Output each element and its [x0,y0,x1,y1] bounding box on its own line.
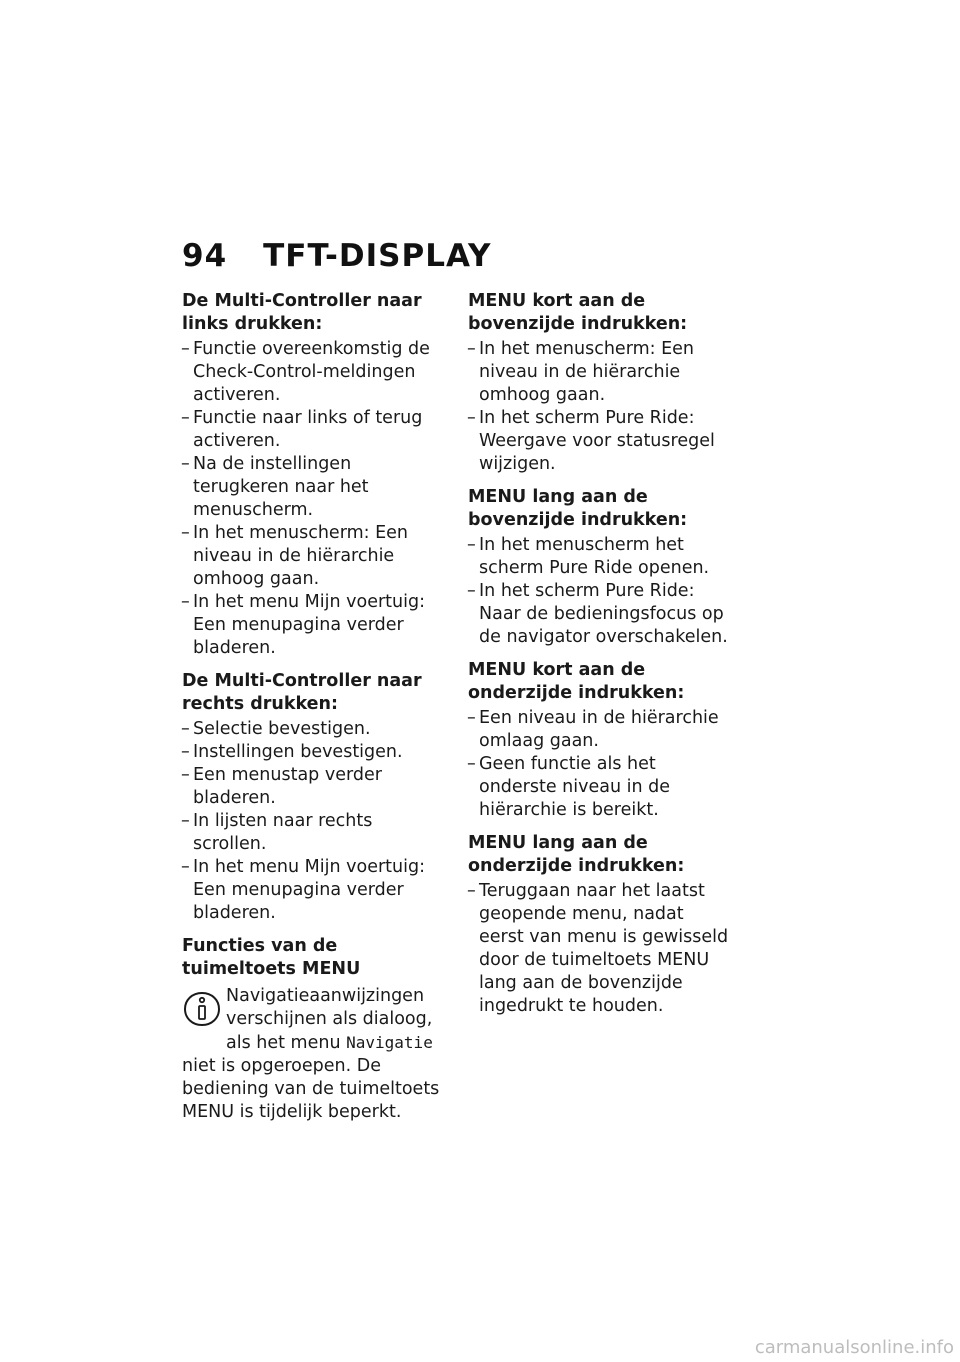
list-item [182,591,444,660]
section-menu-short-bottom [468,659,730,822]
section-title: MENU kort aan de onderzijde indrukken: [468,660,685,703]
list-item-text: – In het menu Mijn voertuig: Een menupagina verder bladeren. [193,857,425,923]
list-item-text: – In het scherm Pure Ride: Weergave voor statusregel wijzigen. [479,408,715,474]
item-list [468,534,730,649]
section-title: MENU kort aan de bovenzijde indrukken: [468,291,688,334]
section-menu-short-top [468,290,730,476]
section-title: De Multi-Controller naar links drukken: [182,291,422,334]
list-item [182,522,444,591]
list-item [182,338,444,407]
list-item-text: – Geen functie als het onderste niveau in de hiërarchie is bereikt. [479,754,671,820]
section-title: MENU lang aan de onderzijde indrukken: [468,833,685,876]
section-menu-long-top [468,486,730,649]
list-item-text: – Functie overeenkomstig de Check-Control-meldingen activeren. [193,339,430,405]
list-item-text: – In het menu Mijn voertuig: Een menupagina verder bladeren. [193,592,425,658]
list-item-text: – Een menustap verder bladeren. [193,765,382,808]
section-menu-functions [182,935,444,1124]
list-item-text: – In lijsten naar rechts scrollen. [193,811,373,854]
info-icon [182,987,222,1033]
list-item [182,453,444,522]
item-list [468,338,730,476]
list-item-text: – Functie naar links of terug activeren. [193,408,423,451]
section-title: Functies van de tuimeltoets MENU [182,936,361,979]
note-text-before: Navigatieaanwijzingen verschijnen als dialoog, als het menu [226,986,433,1053]
item-list [468,707,730,822]
list-item-text: – In het menuscherm: Een niveau in de hiërarchie omhoog gaan. [479,339,694,405]
item-list [182,338,444,660]
list-item-text: – Een niveau in de hiërarchie omlaag gaan. [479,708,719,751]
note-menu-name: Navigatie [346,1033,433,1052]
item-list [182,718,444,925]
list-item [182,741,444,764]
section-title: De Multi-Controller naar rechts drukken: [182,671,422,714]
list-item [182,764,444,810]
page-number: 94 [182,238,228,274]
section-menu-long-bottom [468,832,730,1018]
section-mc-right [182,670,444,925]
list-item-text: – Selectie bevestigen. [193,719,371,739]
list-item [468,534,730,580]
watermark: carmanualsonline.info [754,1337,954,1358]
list-item [182,718,444,741]
list-item [182,856,444,925]
page-title: TFT-DISPLAY [263,238,492,274]
list-item [182,407,444,453]
page-header [182,238,491,274]
list-item-text: – In het menuscherm: Een niveau in de hiërarchie omhoog gaan. [193,523,408,589]
list-item [468,407,730,476]
right-column [468,290,730,1028]
list-item [468,880,730,1018]
list-item [182,810,444,856]
item-list [468,880,730,1018]
list-item-text: – Teruggaan naar het laatst geopende menu, nadat eerst van menu is gewisseld door de tuimeltoets MENU lang aan de bovenzijde ingedrukt te houden. [479,881,729,1016]
list-item-text: – In het scherm Pure Ride: Naar de bedieningsfocus op de navigator overschakelen. [479,581,728,647]
left-column [182,290,444,1134]
list-item [468,753,730,822]
list-item-text: – In het menuscherm het scherm Pure Ride openen. [479,535,710,578]
note-text-after: niet is opgeroepen. De bediening van de tuimeltoets MENU is tijdelijk beperkt. [182,1056,440,1122]
section-mc-left [182,290,444,660]
section-title: MENU lang aan de bovenzijde indrukken: [468,487,688,530]
info-note [182,985,444,1124]
list-item [468,338,730,407]
list-item-text: – Instellingen bevestigen. [193,742,403,762]
list-item [468,707,730,753]
list-item [468,580,730,649]
list-item-text: – Na de instellingen terugkeren naar het menuscherm. [193,454,369,520]
